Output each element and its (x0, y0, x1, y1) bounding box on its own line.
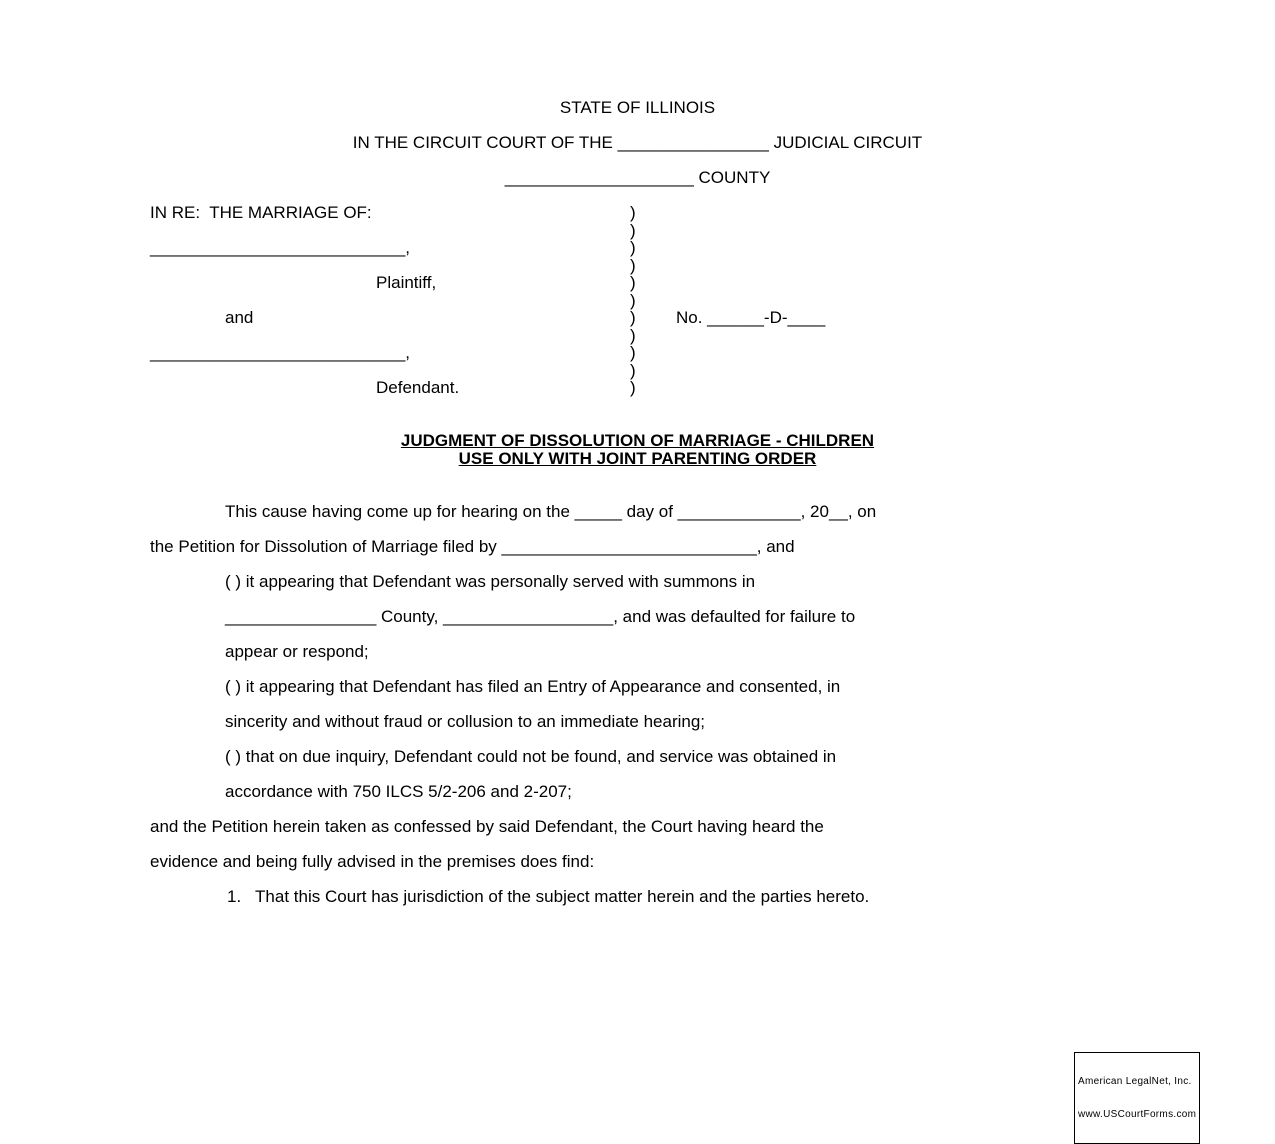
paren: ) (630, 360, 636, 380)
paren: ) (630, 238, 636, 257)
paren: ) (630, 290, 636, 310)
paren: ) (630, 308, 636, 327)
in-re-label: IN RE: THE MARRIAGE OF: (150, 203, 372, 222)
footer-website[interactable]: www.USCourtForms.com (1078, 1109, 1197, 1120)
and-label: and (225, 308, 254, 327)
paren: ) (630, 220, 636, 240)
body-line: ________________ County, __________________, and was defaulted for failure to (225, 607, 856, 626)
court-heading: IN THE CIRCUIT COURT OF THE ________________ JUDICIAL CIRCUIT (352, 133, 923, 152)
paren: ) (630, 203, 636, 222)
body-line: accordance with 750 ILCS 5/2-206 and 2-207; (225, 782, 572, 801)
body-line: This cause having come up for hearing on the _____ day of _____________, 20__, on (225, 502, 877, 521)
plaintiff-name-blank: ___________________________, (150, 238, 410, 257)
paren: ) (630, 343, 636, 362)
body-line: the Petition for Dissolution of Marriage filed by ___________________________, and (150, 537, 795, 556)
paren: ) (630, 273, 636, 292)
body-line: evidence and being fully advised in the premises does find: (150, 852, 595, 871)
paren: ) (630, 255, 636, 275)
body-line: and the Petition herein taken as confessed by said Defendant, the Court having heard the (150, 817, 824, 836)
paren: ) (630, 378, 636, 397)
body-line: ( ) that on due inquiry, Defendant could not be found, and service was obtained in (225, 747, 837, 766)
plaintiff-label: Plaintiff, (376, 273, 437, 292)
footer-watermark (1074, 1052, 1200, 1144)
body-line: sincerity and without fraud or collusion to an immediate hearing; (225, 712, 706, 731)
body-line: ( ) it appearing that Defendant was personally served with summons in (225, 572, 756, 591)
body-line: ( ) it appearing that Defendant has filed an Entry of Appearance and consented, in (225, 677, 841, 696)
paren: ) (630, 325, 636, 345)
state-heading: STATE OF ILLINOIS (559, 98, 716, 117)
body-line: appear or respond; (225, 642, 369, 661)
county-heading: ____________________ COUNTY (504, 168, 771, 187)
caption-parens (630, 204, 636, 397)
document-title-line-1: JUDGMENT OF DISSOLUTION OF MARRIAGE - CHILDREN (400, 431, 875, 450)
defendant-name-blank: ___________________________, (150, 343, 410, 362)
case-number: No. ______-D-____ (676, 308, 826, 327)
footer-company: American LegalNet, Inc. (1078, 1076, 1192, 1087)
document-title-line-2: USE ONLY WITH JOINT PARENTING ORDER (458, 449, 817, 468)
finding-1: 1. That this Court has jurisdiction of the subject matter herein and the parties hereto. (227, 887, 870, 906)
defendant-label: Defendant. (376, 378, 460, 397)
